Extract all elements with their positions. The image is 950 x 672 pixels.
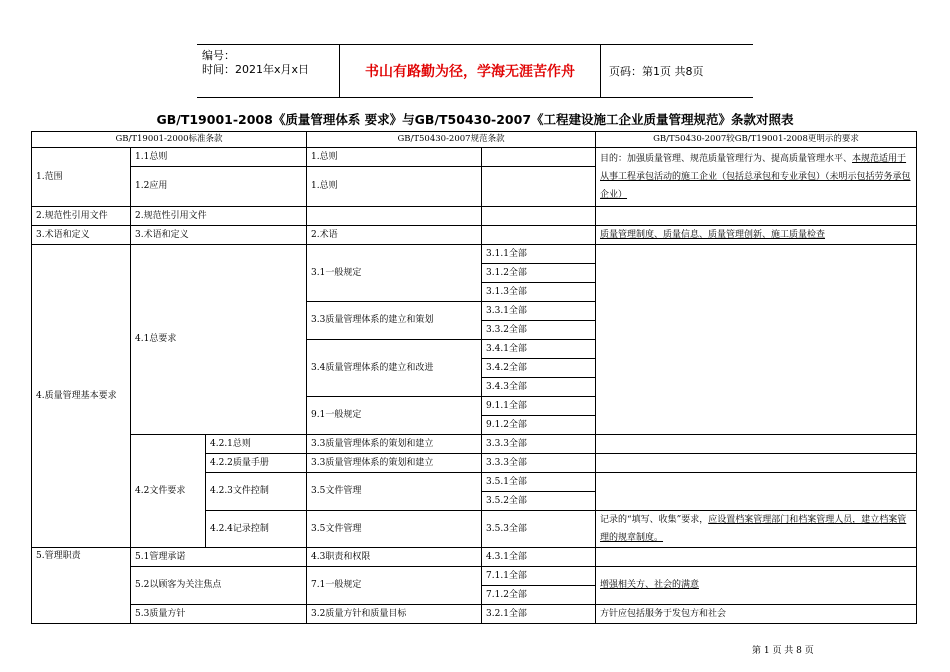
table-row	[32, 548, 917, 567]
number-label: 编号：	[202, 49, 235, 62]
table-cell: 2.规范性引用文件	[131, 207, 307, 226]
table-cell: 4.2.1总则	[206, 435, 307, 454]
table-row	[32, 605, 917, 624]
table-row	[32, 148, 917, 167]
table-cell: 1.总则	[307, 148, 482, 167]
table-cell	[596, 148, 917, 207]
table-cell: 3.3.1全部	[482, 302, 596, 321]
table-cell: 5.1管理承诺	[131, 548, 307, 567]
document-title: GB/T19001-2008《质量管理体系 要求》与GB/T50430-2007《工程建设施工企业质量管理规范》条款对照表	[156, 112, 794, 127]
table-cell: 3.3质量管理体系的建立和策划	[307, 302, 482, 340]
table-cell: 3.3质量管理体系的策划和建立	[307, 454, 482, 473]
table-cell: 3.2质量方针和质量目标	[307, 605, 482, 624]
table-cell: 4.3.1全部	[482, 548, 596, 567]
page-info: 页码：第1页 共8页	[609, 65, 704, 78]
table-cell: 5.2以顾客为关注焦点	[131, 567, 307, 605]
table-cell: 2.术语	[307, 226, 482, 245]
table-header-row	[32, 132, 917, 148]
table-cell: 3.5.1全部	[482, 473, 596, 492]
table-cell: 3.5文件管理	[307, 511, 482, 548]
table-cell: 4.质量管理基本要求	[32, 245, 131, 548]
table-cell: 4.2.4记录控制	[206, 511, 307, 548]
table-cell: 1.2应用	[131, 167, 307, 207]
table-row	[32, 567, 917, 586]
table-cell: 4.2.2质量手册	[206, 454, 307, 473]
note-text: 记录的“填写、收集”要求，	[600, 515, 709, 525]
table-cell: 3.3质量管理体系的策划和建立	[307, 435, 482, 454]
table-cell: 3.4.2全部	[482, 359, 596, 378]
column-header: GB/T19001-2000标准条款	[32, 132, 307, 148]
table-cell: 3.4.1全部	[482, 340, 596, 359]
table-cell: 4.2文件要求	[131, 435, 206, 548]
table-cell: 4.1总要求	[131, 245, 307, 435]
table-cell: 7.1.2全部	[482, 586, 596, 605]
table-cell	[482, 226, 596, 245]
table-cell: 4.2.3文件控制	[206, 473, 307, 511]
motto: 书山有路勤为径，学海无涯苦作舟	[339, 45, 601, 97]
note-text-underlined: 质量管理制度、质量信息、质量管理创新、施工质量检查	[600, 229, 826, 240]
table-cell: 3.3.3全部	[482, 454, 596, 473]
table-cell: 3.5.3全部	[482, 511, 596, 548]
table-cell: 1.总则	[307, 167, 482, 207]
table-cell	[596, 511, 917, 548]
table-cell: 7.1一般规定	[307, 567, 482, 605]
table-row	[32, 435, 917, 454]
comparison-table	[31, 131, 917, 624]
table-cell	[596, 226, 917, 245]
table-row	[32, 245, 917, 264]
table-cell: 7.1.1全部	[482, 567, 596, 586]
table-cell	[596, 454, 917, 473]
table-cell	[596, 245, 917, 435]
table-cell: 9.1.1全部	[482, 397, 596, 416]
column-header: GB/T50430-2007规范条款	[307, 132, 596, 148]
table-cell: 3.1一般规定	[307, 245, 482, 302]
note-text-underlined: 增强相关方、社会的满意	[600, 580, 700, 590]
table-cell: 3.5文件管理	[307, 473, 482, 511]
table-row	[32, 226, 917, 245]
table-cell: 9.1一般规定	[307, 397, 482, 435]
table-cell	[482, 167, 596, 207]
table-cell	[596, 207, 917, 226]
table-cell: 3.1.1全部	[482, 245, 596, 264]
table-cell: 3.5.2全部	[482, 492, 596, 511]
document-header	[197, 44, 753, 98]
table-cell: 9.1.2全部	[482, 416, 596, 435]
table-cell	[482, 148, 596, 167]
header-meta	[197, 45, 339, 97]
table-cell: 3.1.2全部	[482, 264, 596, 283]
table-row	[32, 207, 917, 226]
table-cell	[596, 473, 917, 511]
table-cell	[596, 548, 917, 567]
time-label: 时间：2021年x月x日	[202, 63, 310, 76]
table-cell: 3.术语和定义	[32, 226, 131, 245]
table-cell: 5.管理职责	[32, 548, 131, 624]
table-cell	[596, 435, 917, 454]
table-cell: 3.1.3全部	[482, 283, 596, 302]
table-cell: 1.1总则	[131, 148, 307, 167]
table-cell: 4.3职责和权限	[307, 548, 482, 567]
column-header: GB/T50430-2007较GB/T19001-2008更明示的要求	[596, 132, 917, 148]
table-cell: 方针应包括服务于发包方和社会	[596, 605, 917, 624]
page-footer: 第 1 页 共 8 页	[752, 646, 814, 656]
note-text-underlined: 应设置档案管理部门和档案管理人员，建立档案管理的规章制度。	[600, 515, 907, 543]
table-cell: 3.4质量管理体系的建立和改进	[307, 340, 482, 397]
note-text-underlined: 本规范适用于从事工程承包活动的施工企业（包括总承包和专业承包）（未明示包括劳务承包企业）	[600, 154, 911, 200]
table-cell: 3.3.2全部	[482, 321, 596, 340]
table-cell	[307, 207, 482, 226]
table-cell: 3.术语和定义	[131, 226, 307, 245]
table-cell: 3.3.3全部	[482, 435, 596, 454]
note-text: 目的：加强质量管理、规范质量管理行为、提高质量管理水平、	[600, 154, 853, 164]
table-cell	[596, 567, 917, 605]
table-cell: 2.规范性引用文件	[32, 207, 131, 226]
table-cell: 3.4.3全部	[482, 378, 596, 397]
table-cell: 5.3质量方针	[131, 605, 307, 624]
table-cell: 3.2.1全部	[482, 605, 596, 624]
table-cell	[482, 207, 596, 226]
table-cell: 1.范围	[32, 148, 131, 207]
